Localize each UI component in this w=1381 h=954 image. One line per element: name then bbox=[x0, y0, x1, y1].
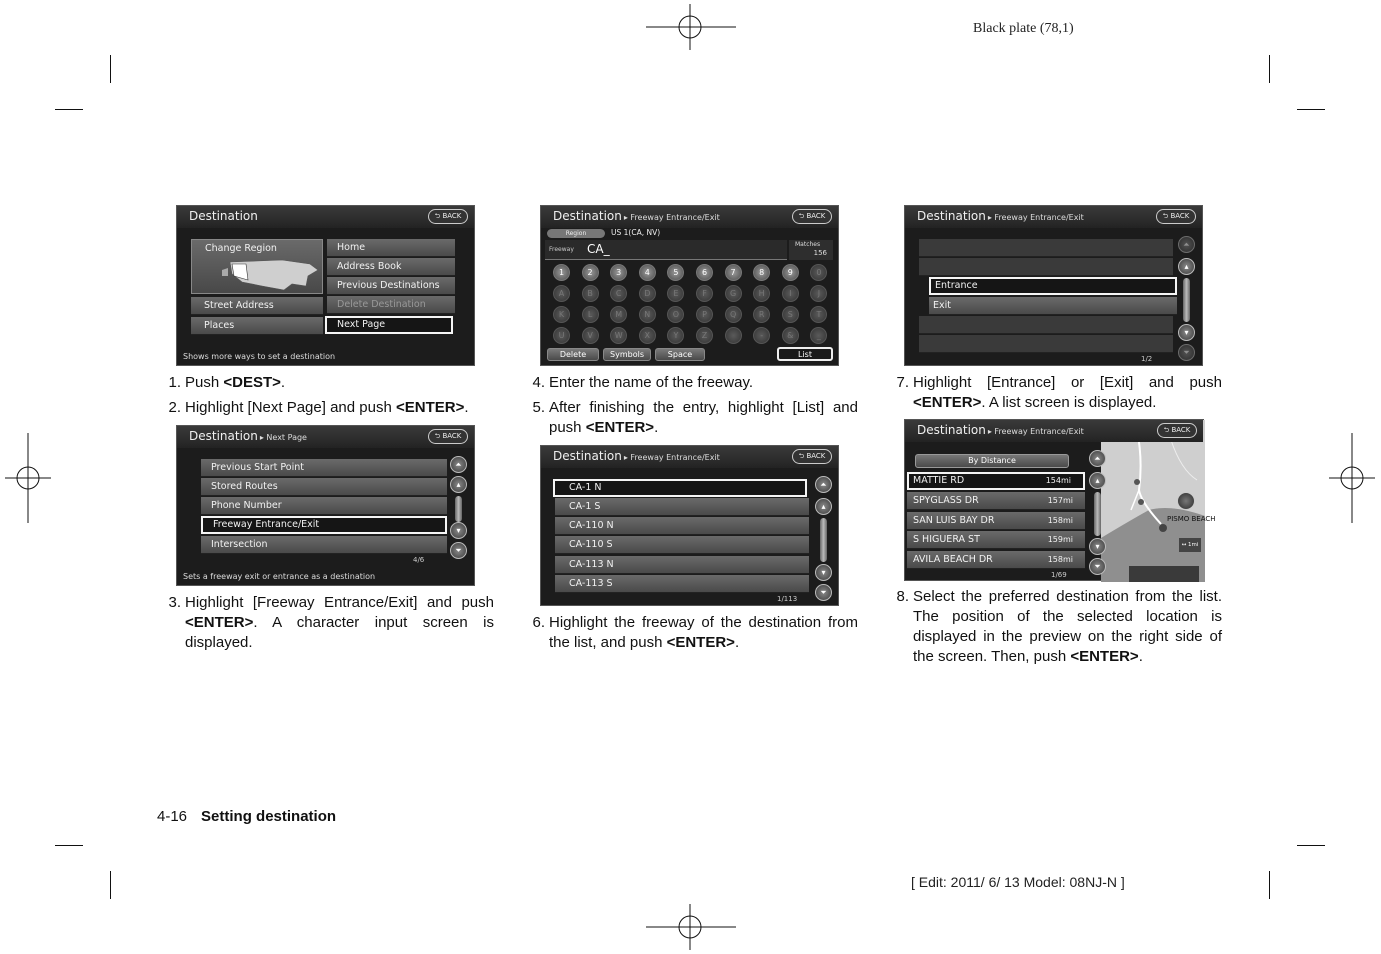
delete-button[interactable]: Delete bbox=[547, 348, 599, 361]
space-button[interactable]: Space bbox=[655, 348, 705, 361]
key-8[interactable]: 8 bbox=[753, 264, 770, 281]
page-up-icon[interactable]: ⏶ bbox=[815, 476, 832, 493]
page-down-icon[interactable]: ⏷ bbox=[1089, 558, 1106, 575]
region-value: US 1(CA, NV) bbox=[611, 228, 661, 237]
freeway-field-value: CA_ bbox=[587, 242, 610, 256]
scrollbar[interactable] bbox=[1176, 236, 1198, 361]
scroll-down-icon[interactable]: ▾ bbox=[450, 522, 467, 539]
intersection-button[interactable]: Intersection bbox=[201, 536, 447, 554]
symbols-button[interactable]: Symbols bbox=[603, 348, 651, 361]
screen-title: Destination ▸ Freeway Entrance/Exit bbox=[553, 209, 720, 223]
address-book-button[interactable]: Address Book bbox=[327, 258, 455, 276]
key-O[interactable]: O bbox=[667, 306, 684, 323]
screen-title: Destination ▸ Freeway Entrance/Exit bbox=[553, 449, 720, 463]
region-button[interactable]: Region bbox=[547, 229, 605, 238]
map-label: PISMO BEACH bbox=[1167, 515, 1216, 523]
scrollbar[interactable] bbox=[448, 456, 470, 560]
back-icon: ⮌ bbox=[1162, 212, 1171, 220]
page-up-icon[interactable]: ⏶ bbox=[1178, 236, 1195, 253]
page-indicator: 4/6 bbox=[413, 556, 425, 564]
page-indicator: 1/2 bbox=[1141, 355, 1153, 363]
edit-info: [ Edit: 2011/ 6/ 13 Model: 08NJ-N ] bbox=[911, 874, 1125, 890]
key-2[interactable]: 2 bbox=[582, 264, 599, 281]
screen-title: Destination ▸ Freeway Entrance/Exit bbox=[917, 209, 1084, 223]
scroll-down-icon[interactable]: ▾ bbox=[1089, 538, 1106, 555]
registration-mark-right bbox=[1329, 433, 1375, 523]
empty-row bbox=[919, 258, 1173, 276]
list-item[interactable]: MATTIE RD 154mi bbox=[907, 472, 1085, 490]
scroll-up-icon[interactable]: ▴ bbox=[1178, 258, 1195, 275]
page-number: 4-16 bbox=[157, 808, 188, 825]
key--[interactable]: - bbox=[753, 327, 770, 344]
key-V[interactable]: V bbox=[582, 327, 599, 344]
list-item[interactable]: CA-113 N bbox=[555, 556, 809, 574]
screen-header bbox=[905, 206, 1202, 228]
key-R[interactable]: R bbox=[753, 306, 770, 323]
back-icon: ⮌ bbox=[798, 452, 807, 460]
step-1: 1. Push <DEST>. bbox=[168, 374, 286, 391]
phone-number-button[interactable]: Phone Number bbox=[201, 497, 447, 515]
key-T[interactable]: T bbox=[810, 306, 827, 323]
key-3[interactable]: 3 bbox=[610, 264, 627, 281]
key-M[interactable]: M bbox=[610, 306, 627, 323]
key-F[interactable]: F bbox=[696, 285, 713, 302]
key-Y[interactable]: Y bbox=[667, 327, 684, 344]
zoom-button[interactable] bbox=[1177, 492, 1195, 510]
scrollbar[interactable] bbox=[813, 476, 835, 601]
freeway-field-label: Freeway bbox=[549, 246, 574, 253]
screen-freeway-list bbox=[540, 445, 839, 606]
empty-row bbox=[919, 316, 1173, 334]
list-item[interactable]: S HIGUERA ST 159mi bbox=[907, 531, 1085, 549]
list-item[interactable]: SPYGLASS DR 157mi bbox=[907, 492, 1085, 510]
scroll-up-icon[interactable]: ▴ bbox=[1089, 472, 1106, 489]
empty-row bbox=[919, 335, 1173, 353]
key-S[interactable]: S bbox=[782, 306, 799, 323]
sort-by-distance-button[interactable]: By Distance bbox=[915, 454, 1069, 468]
step-8: 8. Select the preferred destination from the list. The position of the selected location is displayed in the preview on the right side of the screen. Then, push <ENTER>. bbox=[896, 588, 1222, 665]
key-H[interactable]: H bbox=[753, 285, 770, 302]
screen-entrance-exit bbox=[904, 205, 1203, 366]
list-item[interactable]: CA-110 N bbox=[555, 517, 809, 535]
key-Z[interactable]: Z bbox=[696, 327, 713, 344]
key-G[interactable]: G bbox=[725, 285, 742, 302]
scroll-track[interactable] bbox=[820, 518, 827, 562]
scroll-track[interactable] bbox=[1183, 278, 1190, 322]
key-P[interactable]: P bbox=[696, 306, 713, 323]
breadcrumb: ▸ Freeway Entrance/Exit bbox=[623, 453, 720, 462]
scroll-track[interactable] bbox=[1094, 492, 1101, 536]
map-preview bbox=[1101, 420, 1216, 582]
key-9[interactable]: 9 bbox=[782, 264, 799, 281]
key-A[interactable]: A bbox=[553, 285, 570, 302]
screen-header bbox=[905, 420, 1203, 442]
home-button[interactable]: Home bbox=[327, 239, 455, 257]
page-footer bbox=[157, 808, 336, 825]
scrollbar[interactable] bbox=[1087, 450, 1109, 574]
back-button[interactable]: ⮌ BACK bbox=[1157, 423, 1197, 438]
key-L[interactable]: L bbox=[582, 306, 599, 323]
key-0[interactable]: 0 bbox=[810, 264, 827, 281]
list-item[interactable]: AVILA BEACH DR 158mi bbox=[907, 551, 1085, 569]
breadcrumb: ▸ Freeway Entrance/Exit bbox=[987, 213, 1084, 222]
back-icon: ⮌ bbox=[1163, 426, 1172, 434]
screen-footer-text: Sets a freeway exit or entrance as a destination bbox=[183, 572, 376, 581]
page-up-icon[interactable]: ⏶ bbox=[450, 456, 467, 473]
previous-start-point-button[interactable]: Previous Start Point bbox=[201, 459, 447, 477]
back-button[interactable]: ⮌ BACK bbox=[792, 209, 832, 224]
registration-mark-top bbox=[646, 4, 736, 50]
back-button[interactable]: ⮌ BACK bbox=[1156, 209, 1196, 224]
step-3: 3. Highlight [Freeway Entrance/Exit] and push <ENTER>. A character input screen is displayed. bbox=[168, 594, 494, 651]
list-item[interactable]: CA-1 S bbox=[555, 498, 809, 516]
key-&[interactable]: & bbox=[782, 327, 799, 344]
scroll-up-icon[interactable]: ▴ bbox=[450, 476, 467, 493]
screen-character-input bbox=[540, 205, 839, 366]
screen-title: Destination ▸ Freeway Entrance/Exit bbox=[917, 423, 1084, 437]
freeway-entrance-exit-button[interactable]: Freeway Entrance/Exit bbox=[201, 516, 447, 534]
page-up-icon[interactable]: ⏶ bbox=[1089, 450, 1106, 467]
registration-mark-left bbox=[5, 433, 51, 523]
change-region-panel[interactable] bbox=[191, 239, 323, 294]
page-down-icon[interactable]: ⏷ bbox=[1178, 344, 1195, 361]
registration-mark-bottom bbox=[646, 904, 736, 950]
scroll-down-icon[interactable]: ▾ bbox=[815, 564, 832, 581]
key-C[interactable]: C bbox=[610, 285, 627, 302]
key-X[interactable]: X bbox=[639, 327, 656, 344]
screen-header bbox=[177, 426, 474, 448]
breadcrumb: ▸ Next Page bbox=[259, 433, 307, 442]
key-4[interactable]: 4 bbox=[639, 264, 656, 281]
previous-destinations-button[interactable]: Previous Destinations bbox=[327, 277, 455, 295]
key-7[interactable]: 7 bbox=[725, 264, 742, 281]
key-J[interactable]: J bbox=[810, 285, 827, 302]
key-B[interactable]: B bbox=[582, 285, 599, 302]
screen-next-page-menu bbox=[176, 425, 475, 586]
next-page-button[interactable]: Next Page bbox=[325, 316, 453, 334]
page-indicator: 1/69 bbox=[1051, 571, 1067, 579]
key-K[interactable]: K bbox=[553, 306, 570, 323]
list-item[interactable]: CA-113 S bbox=[555, 575, 809, 593]
key-5[interactable]: 5 bbox=[667, 264, 684, 281]
scroll-track[interactable] bbox=[455, 496, 462, 522]
screen-destination-menu bbox=[176, 205, 475, 366]
step-7: 7. Highlight [Entrance] or [Exit] and push <ENTER>. A list screen is displayed. bbox=[896, 374, 1222, 411]
street-address-button[interactable]: Street Address bbox=[191, 297, 323, 315]
screen-title: Destination ▸ Next Page bbox=[189, 429, 307, 443]
entrance-button[interactable]: Entrance bbox=[929, 277, 1177, 295]
step-5: 5. After finishing the entry, highlight [List] and push <ENTER>. bbox=[532, 399, 858, 436]
change-region-label: Change Region bbox=[205, 243, 277, 254]
key-U[interactable]: U bbox=[553, 327, 570, 344]
map-scale: ↔ 1mi bbox=[1179, 538, 1201, 552]
list-item[interactable]: CA-110 S bbox=[555, 536, 809, 554]
back-button[interactable]: ⮌ BACK bbox=[428, 209, 468, 224]
page-indicator: 1/113 bbox=[777, 595, 798, 603]
breadcrumb: ▸ Freeway Entrance/Exit bbox=[987, 427, 1084, 436]
step-2: 2. Highlight [Next Page] and push <ENTER>. bbox=[168, 399, 469, 416]
key-I[interactable]: I bbox=[782, 285, 799, 302]
us-map-icon bbox=[222, 256, 322, 294]
stored-routes-button[interactable]: Stored Routes bbox=[201, 478, 447, 496]
empty-row bbox=[919, 239, 1173, 257]
list-item[interactable]: SAN LUIS BAY DR 158mi bbox=[907, 512, 1085, 530]
scroll-up-icon[interactable]: ▴ bbox=[815, 498, 832, 515]
exit-button[interactable]: Exit bbox=[929, 297, 1177, 315]
key-W[interactable]: W bbox=[610, 327, 627, 344]
key-6[interactable]: 6 bbox=[696, 264, 713, 281]
page-down-icon[interactable]: ⏷ bbox=[815, 584, 832, 601]
places-button[interactable]: Places bbox=[191, 317, 323, 335]
key-D[interactable]: D bbox=[639, 285, 656, 302]
character-keyboard bbox=[541, 206, 840, 367]
back-icon: ⮌ bbox=[434, 212, 443, 220]
plate-label: Black plate (78,1) bbox=[973, 21, 1074, 36]
matches-counter: Matches 156 bbox=[789, 240, 833, 260]
scroll-down-icon[interactable]: ▾ bbox=[1178, 324, 1195, 341]
key-N[interactable]: N bbox=[639, 306, 656, 323]
back-icon: ⮌ bbox=[434, 432, 443, 440]
screen-title: Destination bbox=[189, 209, 258, 223]
back-icon: ⮌ bbox=[798, 212, 807, 220]
key-1[interactable]: 1 bbox=[553, 264, 570, 281]
back-button[interactable]: ⮌ BACK bbox=[428, 429, 468, 444]
page-down-icon[interactable]: ⏷ bbox=[450, 542, 467, 559]
key-blank[interactable] bbox=[725, 327, 742, 344]
list-button[interactable]: List bbox=[777, 347, 833, 361]
step-6: 6. Highlight the freeway of the destination from the list, and push <ENTER>. bbox=[532, 614, 858, 651]
screen-footer-text: Shows more ways to set a destination bbox=[183, 352, 336, 361]
breadcrumb: ▸ Freeway Entrance/Exit bbox=[623, 213, 720, 222]
back-button[interactable]: ⮌ BACK bbox=[792, 449, 832, 464]
list-item[interactable]: CA-1 N bbox=[553, 479, 807, 497]
screen-header bbox=[541, 446, 838, 468]
section-title: Setting destination bbox=[201, 808, 337, 825]
step-4: 4. Enter the name of the freeway. bbox=[532, 374, 754, 391]
key-E[interactable]: E bbox=[667, 285, 684, 302]
delete-destination-button[interactable]: Delete Destination bbox=[327, 296, 455, 314]
key-_[interactable]: _ bbox=[810, 327, 827, 344]
screen-destination-list-map bbox=[904, 419, 1216, 581]
key-Q[interactable]: Q bbox=[725, 306, 742, 323]
screen-header bbox=[177, 206, 474, 228]
